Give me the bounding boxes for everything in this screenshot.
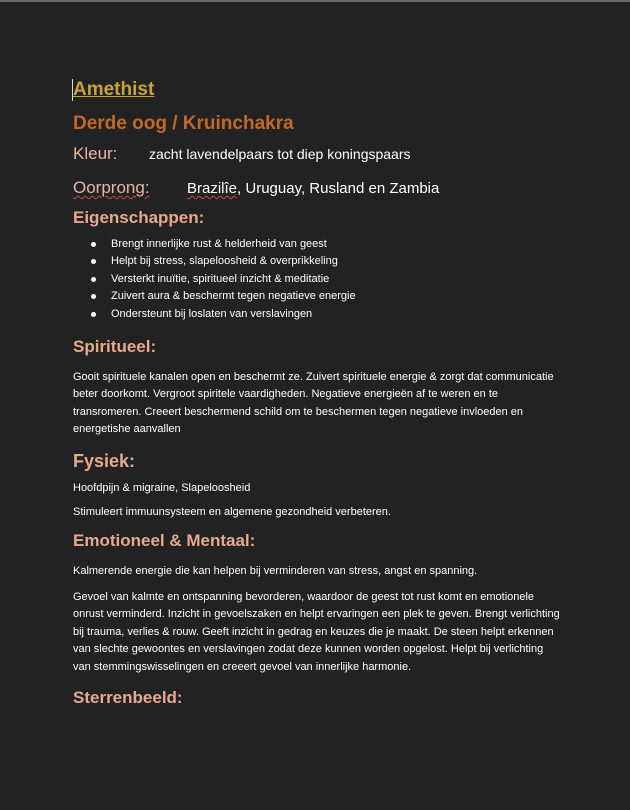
fysiek-line-1: Hoofdpijn & migraine, Slapeloosheid (73, 481, 251, 494)
list-item: Zuivert aura & beschermt tegen negatieve energie (73, 288, 563, 305)
emotioneel-paragraph-2: Gevoel van kalmte en ontspanning bevorderen, waardoor de geest tot rust komt en emotionele onrust verminderd. Inzicht in gevoelszaken en helpt ervaringen een plek te geven. Brengt verlichting bij trauma, verlies & rouw. Geeft inzicht in gedrag en keuzes die je maakt. De steen helpt erkennen van slechte gewoontes en verslavingen zodat deze kunnen worden opgelost. Helpt bij verlichting van stemmingswisselingen en creeert gevoel van innerlijke harmonie. (73, 590, 560, 673)
sterrenbeeld-heading: Sterrenbeeld: (73, 687, 183, 707)
kleur-value: zacht lavendelpaars tot diep koningspaars (149, 146, 411, 162)
eigenschappen-list (73, 236, 563, 323)
document-title: Amethist (73, 79, 155, 100)
kleur-field (73, 144, 563, 164)
oorsprong-label: Oorprong: (73, 178, 150, 197)
emotioneel-paragraph-1: Kalmerende energie die kan helpen bij verminderen van stress, angst en spanning. (73, 565, 478, 578)
kleur-label: Kleur: (73, 144, 118, 163)
emotioneel-heading: Emotioneel & Mentaal: (73, 531, 256, 551)
window-top-border (0, 0, 630, 2)
list-item: Brengt innerlijke rust & helderheid van geest (73, 236, 563, 253)
spiritueel-paragraph: Gooit spirituele kanalen open en beschermt ze. Zuivert spirituele energie & zorgt dat communicatie beter doorkomt. Vergroot spiritele vaardigheden. Negatieve energieën af te weren en te transromeren. Creeert beschermend schild om te beschermen tegen negatieve invloeden en energetishe aanvallen (73, 371, 554, 436)
document-subtitle: Derde oog / Kruinchakra (73, 113, 294, 134)
oorsprong-brazilie: Brazilîe (187, 180, 238, 197)
list-item: Versterkt inuïtie, spiritueel inzicht & meditatie (73, 271, 563, 288)
document-page[interactable] (73, 76, 563, 710)
list-item: Ondersteunt bij loslaten van verslavingen (73, 306, 563, 323)
oorsprong-value (187, 180, 439, 197)
fysiek-heading: Fysiek: (73, 450, 136, 471)
list-item: Helpt bij stress, slapeloosheid & overprikkeling (73, 253, 563, 270)
eigenschappen-heading: Eigenschappen: (73, 208, 205, 227)
oorsprong-field (73, 178, 563, 198)
spiritueel-heading: Spiritueel: (73, 337, 157, 357)
oorsprong-value-post: , Uruguay, Rusland en Zambia (237, 180, 440, 197)
fysiek-line-2: Stimuleert immuunsysteem en algemene gezondheid verbeteren. (73, 506, 391, 519)
